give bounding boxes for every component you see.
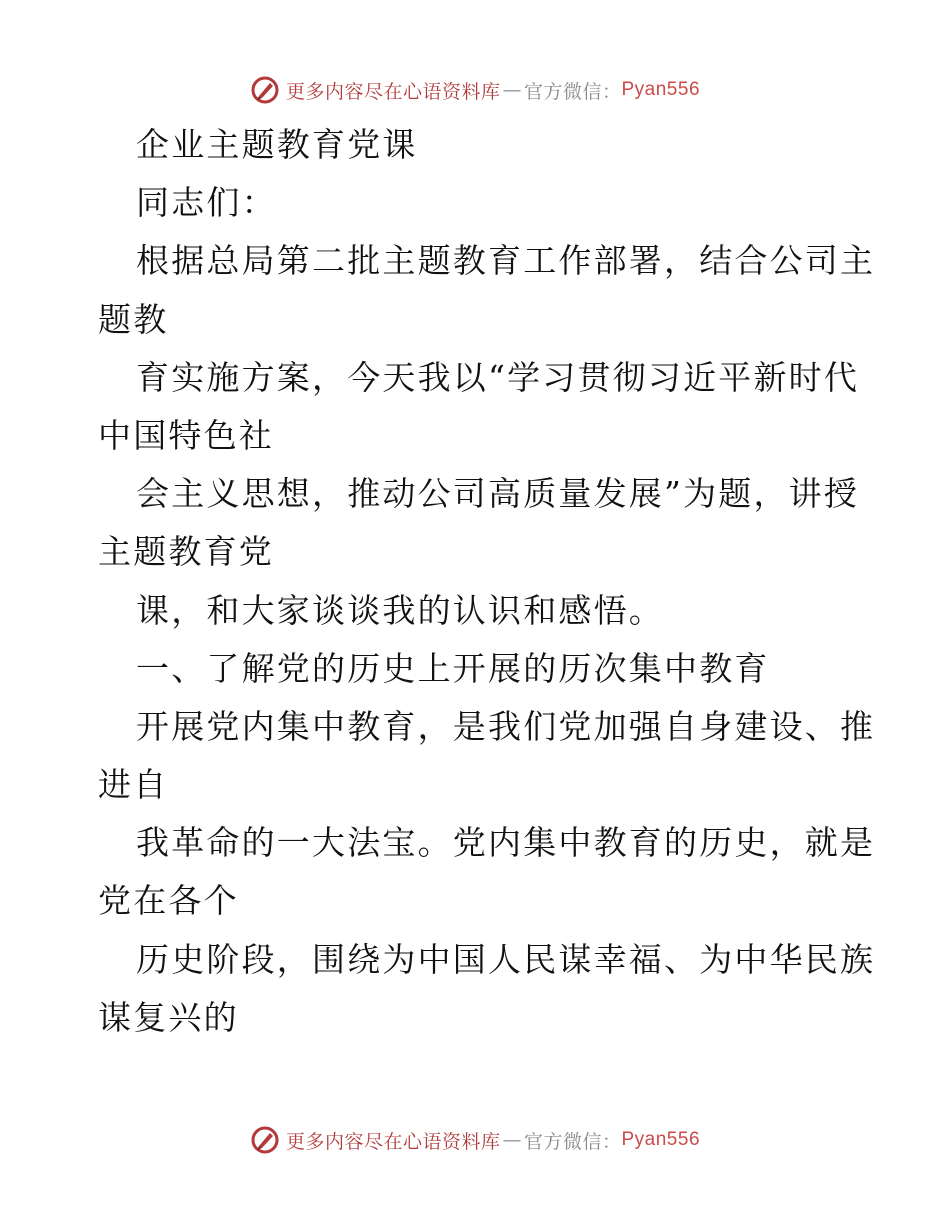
paragraph-line: 主题教育党	[98, 532, 274, 572]
paragraph-line: 党在各个	[98, 881, 239, 921]
paragraph-line: 会主义思想，推动公司高质量发展”为题，讲授	[136, 474, 860, 514]
watermark-text: 更多内容尽在心语资料库	[285, 1130, 501, 1153]
paragraph-line: 进自	[98, 765, 169, 805]
pen-logo-icon	[250, 1125, 280, 1155]
document-body	[98, 116, 876, 1047]
section-heading: 一、了解党的历史上开展的历次集中教育	[136, 648, 770, 688]
watermark-wechat-id: Pyan556	[621, 1129, 701, 1150]
paragraph-line: 历史阶段，围绕为中国人民谋幸福、为中华民族	[136, 939, 876, 979]
watermark-text: 更多内容尽在心语资料库	[285, 80, 501, 103]
watermark-official-label: 官方微信：	[523, 1130, 622, 1153]
header-watermark	[0, 70, 950, 110]
watermark-wechat-id: Pyan556	[621, 79, 701, 100]
pen-logo-icon	[250, 75, 280, 105]
paragraph-line: 中国特色社	[98, 415, 274, 455]
document-title: 企业主题教育党课	[136, 125, 418, 164]
paragraph-line: 谋复兴的	[98, 997, 239, 1037]
paragraph-line: 课，和大家谈谈我的认识和感悟。	[136, 590, 664, 630]
paragraph-line: 根据总局第二批主题教育工作部署，结合公司主	[136, 241, 876, 281]
watermark-official-label: 官方微信：	[523, 80, 622, 103]
paragraph-line: 开展党内集中教育，是我们党加强自身建设、推	[136, 706, 876, 746]
watermark-separator: —	[502, 79, 522, 101]
salutation: 同志们：	[136, 183, 277, 223]
paragraph-line: 题教	[98, 299, 169, 339]
watermark-separator: —	[502, 1129, 522, 1151]
paragraph-line: 育实施方案，今天我以“学习贯彻习近平新时代	[136, 357, 860, 397]
footer-watermark	[0, 1120, 950, 1160]
paragraph-line: 我革命的一大法宝。党内集中教育的历史，就是	[136, 823, 876, 863]
